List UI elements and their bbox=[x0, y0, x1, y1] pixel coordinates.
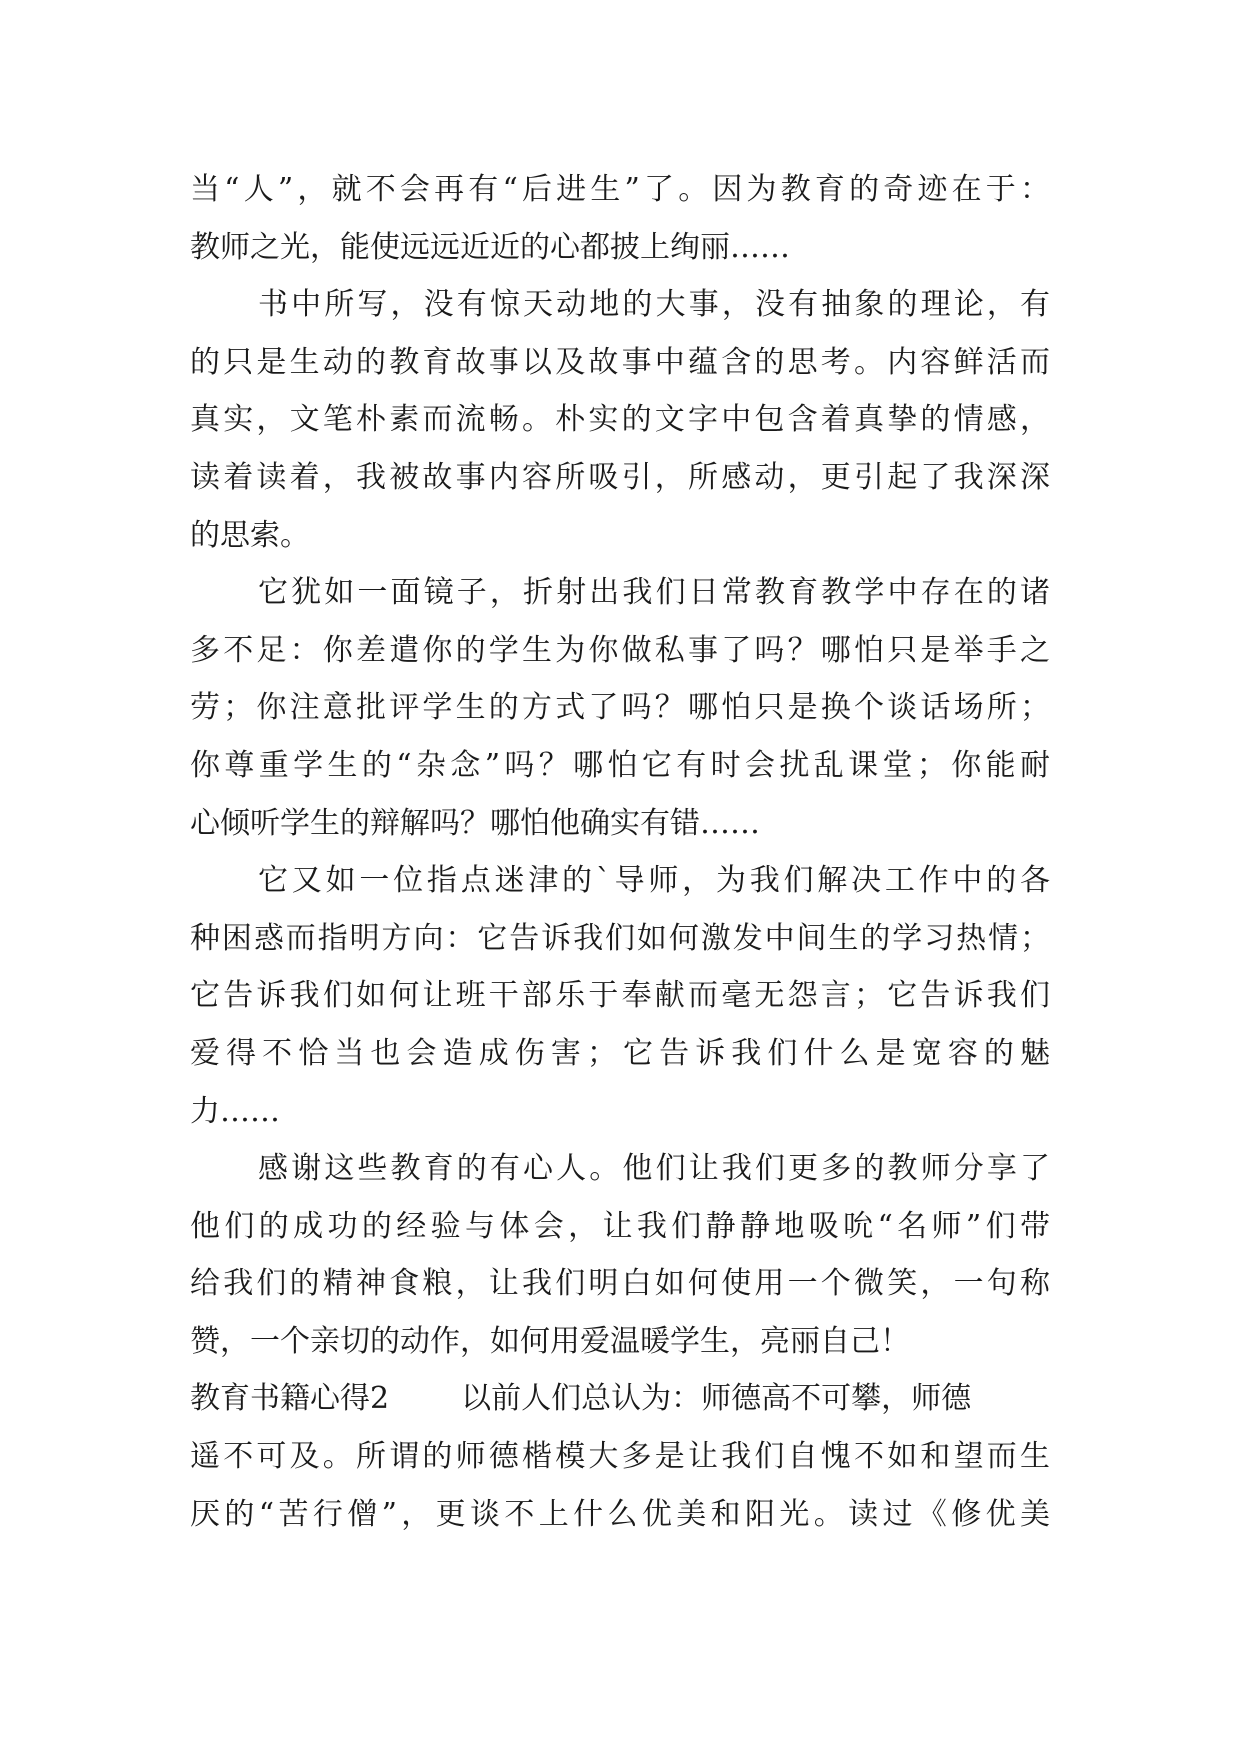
text-line: 爱得不恰当也会造成伤害；它告诉我们什么是宽容的魅 bbox=[190, 1035, 1050, 1071]
text-line: 心倾听学生的辩解吗？哪怕他确实有错…… bbox=[190, 805, 760, 841]
text-line: 种困惑而指明方向：它告诉我们如何激发中间生的学习热情； bbox=[190, 920, 1050, 956]
section-first-text: 以前人们总认为：师德高不可攀，师德 bbox=[461, 1381, 972, 1417]
text-line: 他们的成功的经验与体会，让我们静静地吸吮“名师”们带 bbox=[190, 1208, 1050, 1244]
text-line: 教师之光，能使远远近近的心都披上绚丽…… bbox=[190, 229, 790, 265]
text-line: 的只是生动的教育故事以及故事中蕴含的思考。内容鲜活而 bbox=[190, 344, 1050, 380]
text-line: 的思索。 bbox=[190, 517, 310, 553]
paragraph-first-line: 感谢这些教育的有心人。他们让我们更多的教师分享了 bbox=[258, 1151, 1050, 1187]
text-line: 劳；你注意批评学生的方式了吗？哪怕只是换个谈话场所； bbox=[190, 690, 1050, 726]
text-line: 厌的“苦行僧”，更谈不上什么优美和阳光。读过《修优美 bbox=[190, 1496, 1050, 1532]
section-heading: 教育书籍心得2 bbox=[190, 1381, 390, 1417]
text-line: 多不足：你差遣你的学生为你做私事了吗？哪怕只是举手之 bbox=[190, 632, 1050, 668]
text-line: 遥不可及。所谓的师德楷模大多是让我们自愧不如和望而生 bbox=[190, 1439, 1050, 1475]
text-line: 力…… bbox=[190, 1093, 280, 1129]
body-text bbox=[190, 161, 1050, 1543]
text-line: 真实，文笔朴素而流畅。朴实的文字中包含着真挚的情感， bbox=[190, 402, 1050, 438]
paragraph-first-line: 它又如一位指点迷津的`导师，为我们解决工作中的各 bbox=[258, 863, 1050, 899]
paragraph-first-line: 书中所写，没有惊天动地的大事，没有抽象的理论，有 bbox=[258, 287, 1050, 323]
section-heading-line bbox=[190, 1370, 1050, 1428]
text-line: 读着读着，我被故事内容所吸引，所感动，更引起了我深深 bbox=[190, 459, 1050, 495]
paragraph-first-line: 它犹如一面镜子，折射出我们日常教育教学中存在的诸 bbox=[258, 575, 1050, 611]
text-line: 你尊重学生的“杂念”吗？哪怕它有时会扰乱课堂；你能耐 bbox=[190, 747, 1050, 783]
text-line: 给我们的精神食粮，让我们明白如何使用一个微笑，一句称 bbox=[190, 1266, 1050, 1302]
text-line: 它告诉我们如何让班干部乐于奉献而毫无怨言；它告诉我们 bbox=[190, 978, 1050, 1014]
text-line: 赞，一个亲切的动作，如何用爱温暖学生，亮丽自己！ bbox=[190, 1323, 910, 1359]
text-line: 当“人”，就不会再有“后进生”了。因为教育的奇迹在于： bbox=[190, 172, 1050, 207]
